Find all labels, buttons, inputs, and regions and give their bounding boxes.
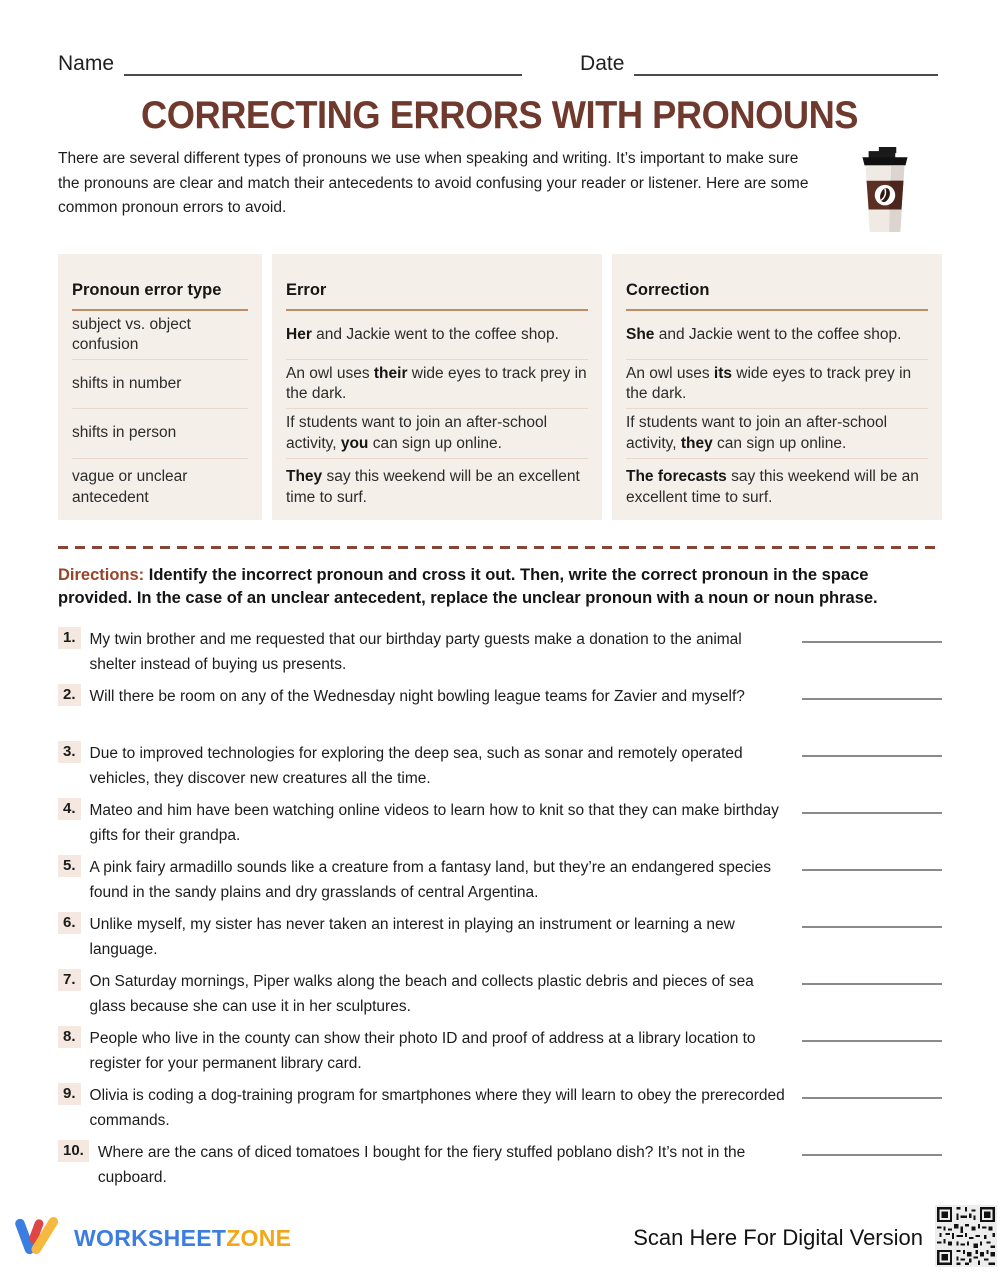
question-number: 8.	[58, 1026, 81, 1048]
answer-blank-line[interactable]	[802, 741, 942, 757]
table-row	[612, 360, 942, 409]
name-date-row	[0, 0, 1000, 76]
table-row	[58, 311, 262, 360]
error-cell: They say this weekend will be an excellent time to surf.	[286, 468, 580, 506]
worksheetzone-logo-icon	[14, 1216, 66, 1261]
answer-blank-line[interactable]	[802, 684, 942, 700]
error-cell: An owl uses their wide eyes to track prey in the dark.	[286, 364, 587, 402]
question-text: Olivia is coding a dog-training program for smartphones where they will learn to obey the prerecorded commands.	[89, 1087, 785, 1129]
brand-zone: ZONE	[226, 1224, 292, 1251]
table-row	[612, 459, 942, 520]
table-row	[58, 409, 262, 459]
answer-blank-line[interactable]	[802, 855, 942, 871]
question-text: On Saturday mornings, Piper walks along the beach and collects plastic debris and pieces of sea glass because she can use it in her sculptures.	[89, 973, 754, 1015]
correction-cell: An owl uses its wide eyes to track prey in the dark.	[626, 364, 912, 402]
error-type-cell: shifts in number	[72, 374, 182, 392]
title-wrap	[0, 94, 1000, 138]
answer-blank-line[interactable]	[802, 1083, 942, 1099]
answer-blank-line[interactable]	[802, 1140, 942, 1156]
list-item	[58, 969, 942, 1019]
question-number: 9.	[58, 1083, 81, 1105]
correction-cell: The forecasts say this weekend will be an excellent time to surf.	[626, 468, 919, 506]
question-list	[58, 627, 942, 1190]
list-item	[58, 627, 942, 677]
brand-worksheet: WORKSHEET	[74, 1224, 227, 1251]
question-text: Due to improved technologies for exploring the deep sea, such as sonar and remotely operated vehicles, they discover new creatures all the time.	[89, 745, 743, 787]
error-cell: Her and Jackie went to the coffee shop.	[286, 325, 559, 343]
date-fill-line[interactable]	[634, 50, 938, 76]
intro-paragraph: There are several different types of pronouns we use when speaking and writing. It’s important to make sure the pronouns are clear and match their antecedents to avoid confusing your reader or listener. Here are some common pronoun errors to avoid.	[58, 150, 809, 216]
list-item	[58, 1026, 942, 1076]
footer	[0, 1205, 1000, 1279]
table-row	[272, 459, 602, 520]
col-header-error-type	[58, 254, 262, 311]
pronoun-error-table	[58, 254, 942, 520]
list-item	[58, 1140, 942, 1190]
question-number: 5.	[58, 855, 81, 877]
col-header-correction	[612, 254, 942, 311]
question-number: 2.	[58, 684, 81, 706]
intro-section	[0, 138, 1000, 238]
question-number: 4.	[58, 798, 81, 820]
table-row	[58, 360, 262, 409]
question-number: 7.	[58, 969, 81, 991]
question-text: Will there be room on any of the Wednesday night bowling league teams for Zavier and myself?	[89, 688, 745, 705]
list-item	[58, 855, 942, 905]
directions-label: Directions:	[58, 566, 145, 584]
brand-wordmark	[74, 1225, 291, 1252]
table-row	[58, 459, 262, 520]
coffee-cup-icon	[852, 147, 918, 238]
col-header-error-type-label: Pronoun error type	[72, 280, 222, 299]
question-number: 6.	[58, 912, 81, 934]
error-cell: If students want to join an after-school activity, you can sign up online.	[286, 414, 548, 452]
col-header-error	[272, 254, 602, 311]
error-type-cell: subject vs. object confusion	[72, 315, 191, 353]
question-number: 1.	[58, 627, 81, 649]
list-item	[58, 798, 942, 848]
page-title: CORRECTING ERRORS WITH PRONOUNS	[141, 94, 859, 137]
list-item	[58, 1083, 942, 1133]
answer-blank-line[interactable]	[802, 798, 942, 814]
list-item	[58, 912, 942, 962]
answer-blank-line[interactable]	[802, 1026, 942, 1042]
col-header-error-label: Error	[286, 280, 327, 299]
table-row	[612, 311, 942, 360]
table-row	[272, 409, 602, 459]
question-text: Unlike myself, my sister has never taken an interest in playing an instrument or learning a new language.	[89, 916, 735, 958]
table-row	[612, 409, 942, 459]
directions-paragraph	[58, 564, 942, 610]
question-text: A pink fairy armadillo sounds like a creature from a fantasy land, but they’re an endangered species found in the sandy plains and dry grasslands of central Argentina.	[89, 859, 772, 901]
answer-blank-line[interactable]	[802, 969, 942, 985]
error-type-cell: shifts in person	[72, 424, 177, 442]
correction-cell: If students want to join an after-school activity, they can sign up online.	[626, 414, 888, 452]
question-text: Mateo and him have been watching online videos to learn how to knit so that they can make birthday gifts for their grandpa.	[89, 802, 779, 844]
answer-blank-line[interactable]	[802, 912, 942, 928]
table-row	[272, 360, 602, 409]
dashed-divider	[58, 546, 942, 549]
list-item	[58, 684, 942, 734]
question-text: Where are the cans of diced tomatoes I bought for the fiery stuffed poblano dish? It’s not in the cupboard.	[97, 1144, 746, 1186]
question-text: People who live in the county can show their photo ID and proof of address at a library location to register for your permanent library card.	[89, 1030, 756, 1072]
table-row	[272, 311, 602, 360]
error-type-cell: vague or unclear antecedent	[72, 468, 188, 506]
name-label: Name	[58, 52, 115, 75]
question-number: 10.	[58, 1140, 89, 1162]
directions-text: Identify the incorrect pronoun and cross it out. Then, write the correct pronoun in the space provided. In the case of an unclear antecedent, replace the unclear pronoun with a noun or noun phrase.	[58, 566, 878, 607]
question-text: My twin brother and me requested that our birthday party guests make a donation to the animal shelter instead of buying us presents.	[89, 631, 742, 673]
question-number: 3.	[58, 741, 81, 763]
list-item	[58, 741, 942, 791]
scan-here-text: Scan Here For Digital Version	[633, 1225, 923, 1250]
date-label: Date	[580, 52, 625, 75]
correction-cell: She and Jackie went to the coffee shop.	[626, 325, 902, 343]
col-header-correction-label: Correction	[626, 280, 710, 299]
answer-blank-line[interactable]	[802, 627, 942, 643]
qr-code	[935, 1204, 997, 1273]
name-fill-line[interactable]	[124, 50, 522, 76]
